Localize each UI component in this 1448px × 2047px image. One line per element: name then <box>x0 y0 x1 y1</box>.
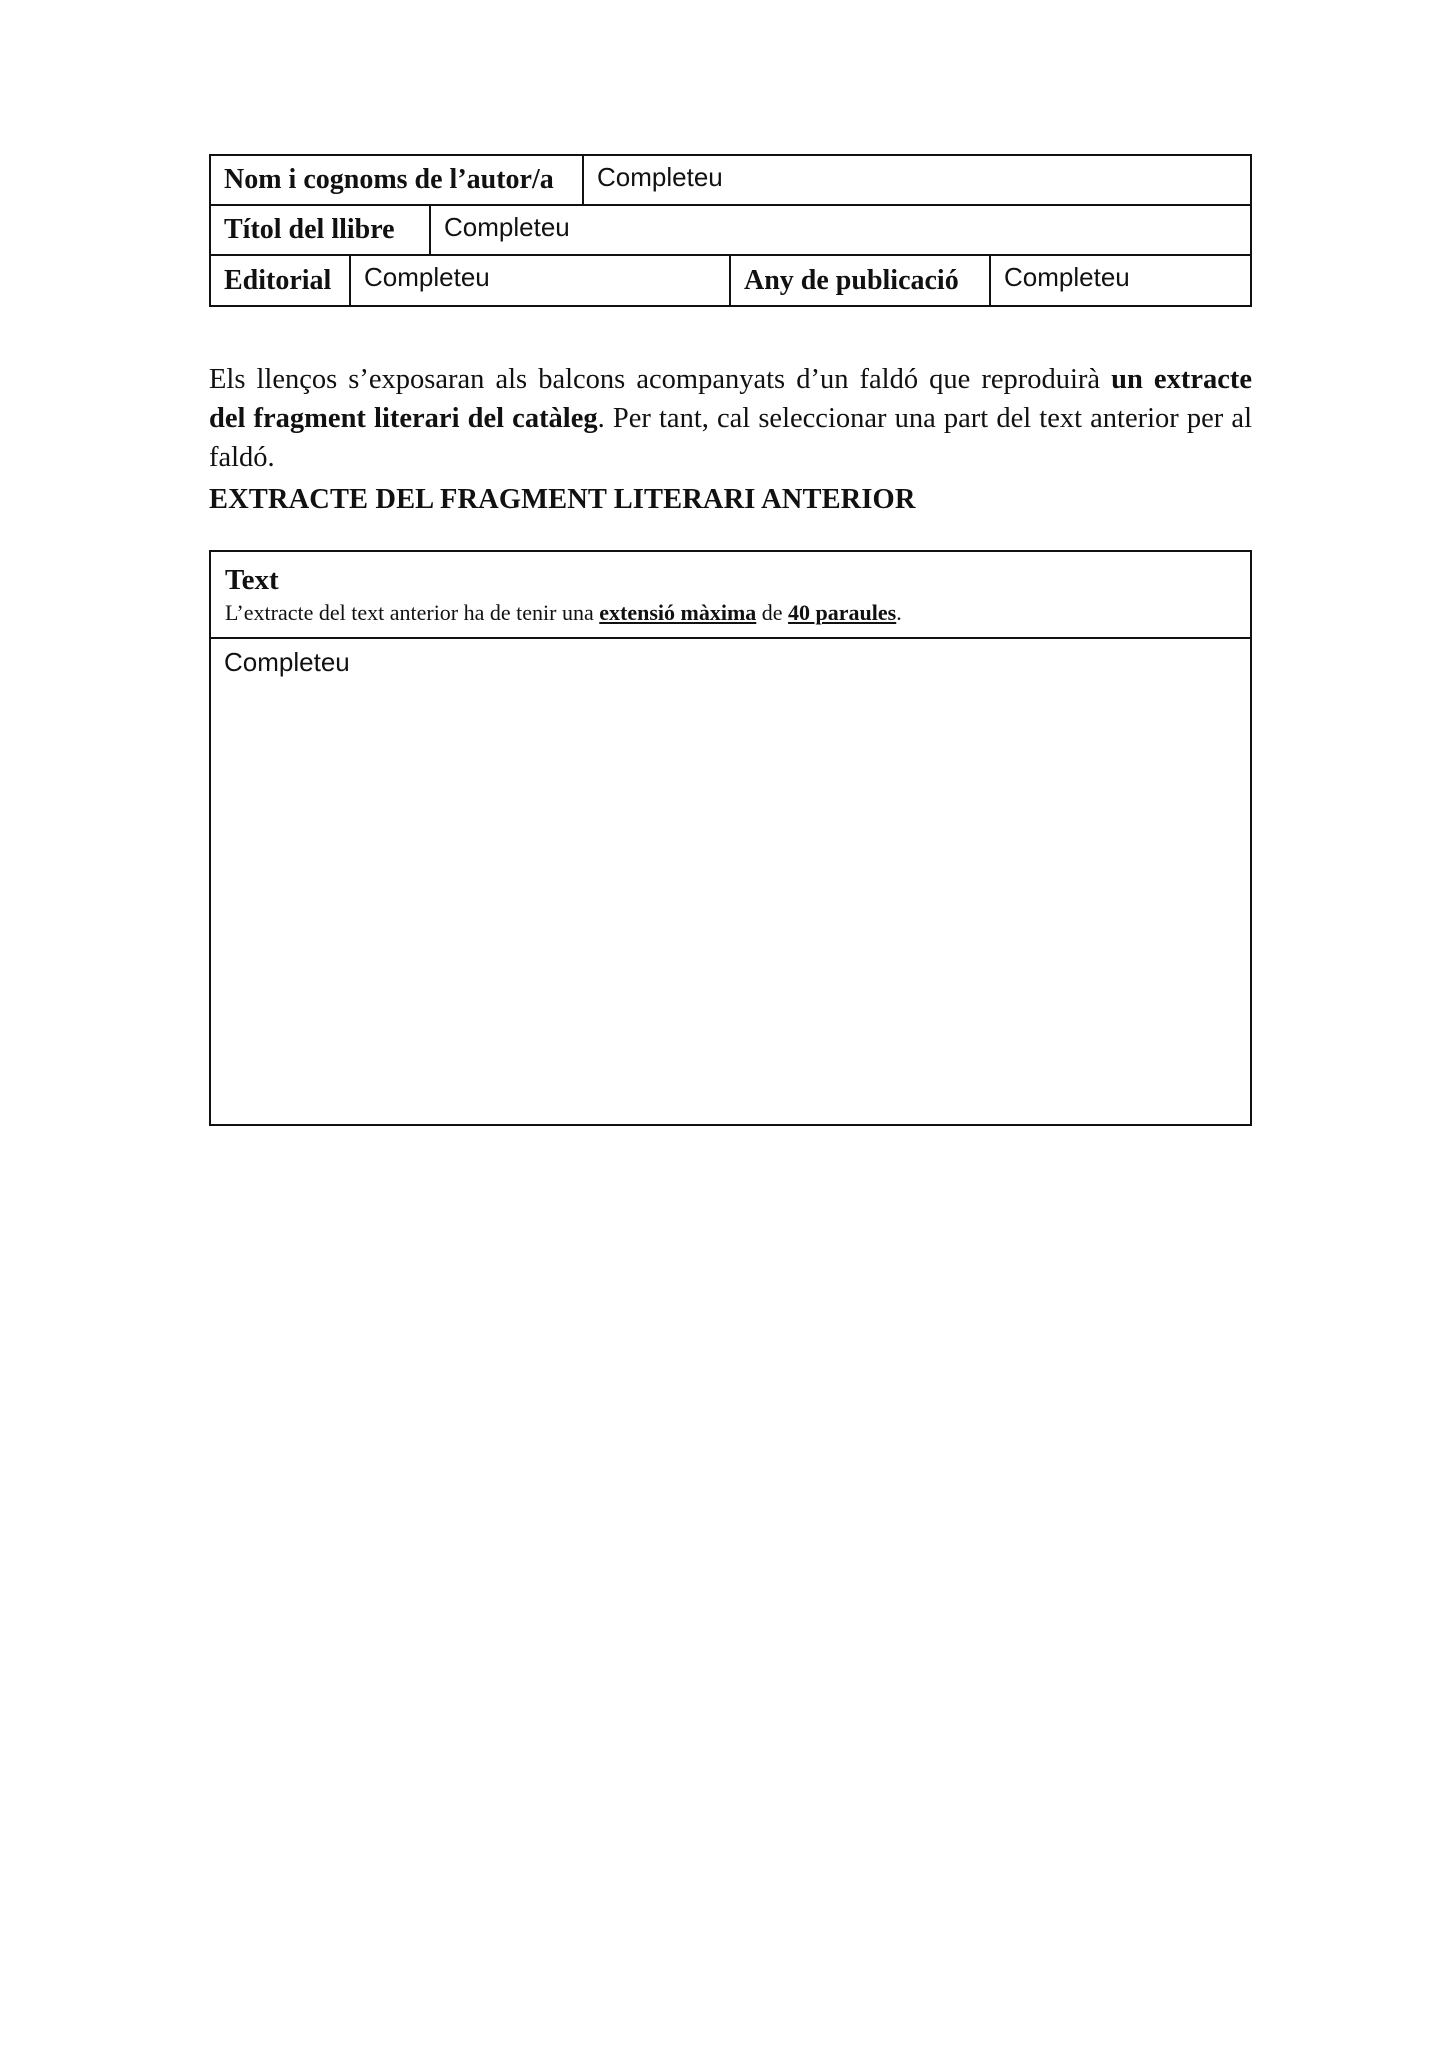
extract-title: Text <box>225 564 279 596</box>
extract-text-field[interactable]: Completeu <box>224 647 350 677</box>
extract-note-text-3: . <box>896 600 902 625</box>
title-row <box>211 206 1250 256</box>
year-field[interactable]: Completeu <box>1004 262 1130 292</box>
extract-instructions <box>225 598 1250 628</box>
year-label: Any de publicació <box>731 256 991 305</box>
extract-box <box>209 550 1252 1126</box>
intro-paragraph <box>209 360 1252 477</box>
publisher-label: Editorial <box>211 256 351 305</box>
intro-text-2: . Per tant, cal seleccionar una part del text anterior per al faldó. <box>209 403 1252 473</box>
publisher-row <box>211 256 1250 305</box>
extract-note-text-1: L’extracte del text anterior ha de tenir una <box>225 600 600 625</box>
section-heading: EXTRACTE DEL FRAGMENT LITERARI ANTERIOR <box>209 484 916 515</box>
extract-note-bold-2: 40 paraules <box>788 600 897 625</box>
extract-note-text-2: de <box>756 600 789 625</box>
extract-note-bold-1: extensió màxima <box>599 600 757 625</box>
author-field[interactable]: Completeu <box>597 161 723 192</box>
publisher-field[interactable]: Completeu <box>351 256 731 305</box>
author-label: Nom i cognoms de l’autor/a <box>211 156 584 204</box>
intro-bold-text: un extracte del fragment literari del catàleg <box>209 364 1253 434</box>
extract-header <box>211 552 1250 639</box>
book-title-field[interactable]: Completeu <box>444 211 570 242</box>
title-label: Títol del llibre <box>211 206 431 254</box>
book-info-table <box>209 154 1252 307</box>
intro-text-1: Els llenços s’exposaran als balcons acompanyats d’un faldó que reproduirà <box>209 364 1112 395</box>
author-row <box>211 156 1250 206</box>
